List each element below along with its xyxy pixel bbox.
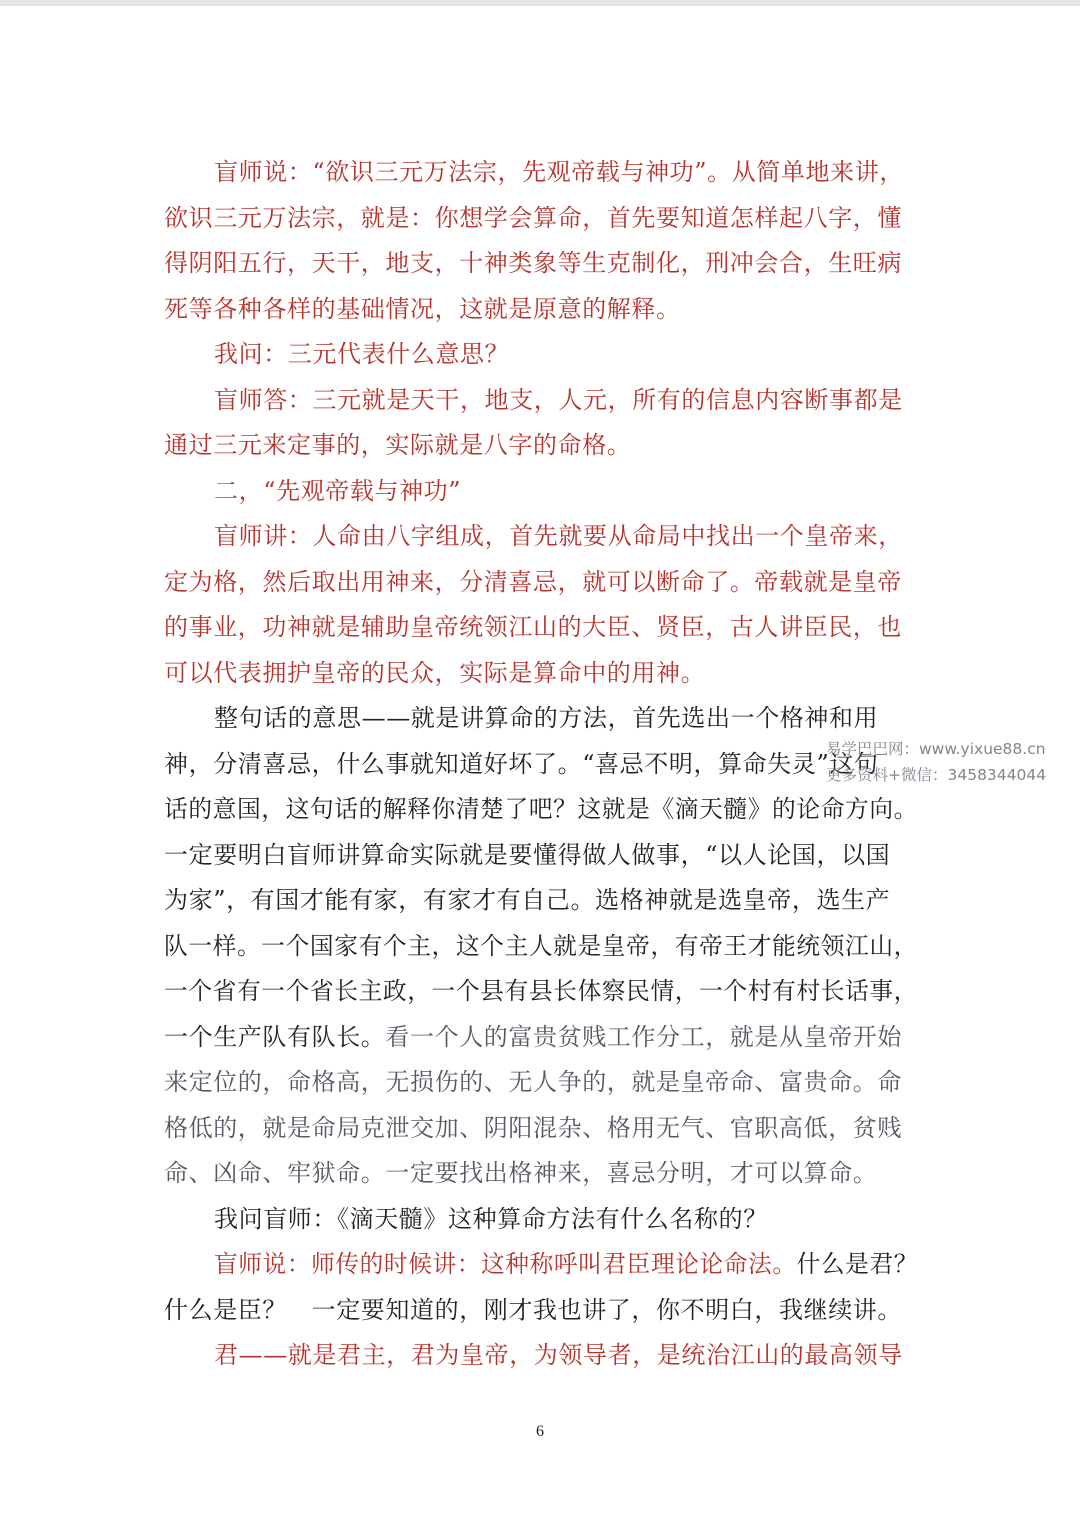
text-span: 命、凶命、牢狱命。一定要找出格神来，喜忌分明，才可以算命。 [164,1159,878,1187]
text-span: 一定要明白盲师讲算命实际就是要懂得做人做事，“以人论国，以国 [164,840,891,869]
watermark [826,736,1046,788]
section-heading [164,469,918,515]
text-line [164,605,918,651]
text-span: 看一个人的富贵贫贱工作分工，就是从皇帝开始 [385,1022,903,1051]
watermark-line: 易学巴巴网：www.yixue88.cn [826,740,1046,758]
text-line [164,196,918,242]
text-span: 神，分清喜忌，什么事就知道好坏了。“喜忌不明，算命失灵”这句 [164,749,879,778]
text-span: 来定位的，命格高，无损伤的、无人争的，就是皇帝命、富贵命。命 [164,1068,902,1096]
text-line [164,332,918,378]
text-line [164,560,918,606]
text-line [164,1288,918,1334]
text-span: 为家”，有国才能有家，有家才有自己。选格神就是选皇帝，选生产 [164,886,891,914]
text-line [164,969,918,1015]
text-span: 盲师说：“欲识三元万法宗，先观帝载与神功”。从简单地来讲， [214,158,904,186]
text-span: 可以代表拥护皇帝的民众，实际是算命中的用神。 [164,658,706,687]
text-line [164,742,918,788]
top-border [0,0,1080,6]
text-line [164,423,918,469]
text-span: 整句话的意思——就是讲算命的方法，首先选出一个格神和用 [214,704,879,732]
text-span: 一个省有一个省长主政，一个县有县长体察民情，一个村有村长话事， [164,977,918,1005]
watermark-line: 更多资料+微信：3458344044 [826,766,1047,784]
text-line [164,1015,918,1061]
text-line [164,241,918,287]
text-line [164,1197,918,1243]
text-line [164,924,918,970]
text-span: 队一样。一个国家有个主，这个主人就是皇帝，有帝王才能统领江山， [164,931,918,960]
text-line [164,378,918,424]
text-line [164,1151,918,1197]
document-body [164,150,918,1379]
text-span: 我问盲师：《滴天髓》这种算命方法有什么名称的？ [214,1204,768,1233]
text-span: 什么是君？ [796,1250,918,1278]
text-span: 得阴阳五行，天干，地支，十神类象等生克制化，刑冲会合，生旺病 [164,249,902,277]
text-line [164,1060,918,1106]
text-line [164,1242,918,1288]
text-span: 盲师说：师传的时候讲：这种称呼叫君臣理论论命法。 [214,1250,797,1278]
text-span: 死等各种各样的基础情况，这就是原意的解释。 [164,294,681,323]
text-line [164,150,918,196]
text-span: 的事业，功神就是辅助皇帝统领江山的大臣、贤臣，古人讲臣民，也 [164,613,902,641]
text-line [164,787,918,833]
text-line [164,1333,918,1379]
text-line [164,833,918,879]
text-span: 通过三元来定事的，实际就是八字的命格。 [164,431,632,459]
text-span: 什么是臣？ 一定要知道的，刚才我也讲了，你不明白，我继续讲。 [164,1295,902,1324]
text-line [164,651,918,697]
text-span: 盲师答：三元就是天干，地支，人元，所有的信息内容断事都是 [214,385,903,414]
text-span: 格低的，就是命局克泄交加、阴阳混杂、格用无气、官职高低，贫贱 [164,1113,902,1142]
text-span: 定为格，然后取出用神来，分清喜忌，就可以断命了。帝载就是皇帝 [164,567,902,596]
text-span: 欲识三元万法宗，就是：你想学会算命，首先要知道怎样起八字，懂 [164,203,902,232]
text-line [164,1106,918,1152]
text-span: 君——就是君主，君为皇帝，为领导者，是统治江山的最高领导 [214,1341,903,1369]
text-line [164,696,918,742]
text-line [164,287,918,333]
text-span: 一个生产队有队长。 [164,1022,386,1051]
text-span: 话的意国，这句话的解释你清楚了吧？这就是《滴天髓》的论命方向。 [164,795,918,823]
page-number: 6 [536,1423,544,1440]
text-span: 盲师讲：人命由八字组成，首先就要从命局中找出一个皇帝来， [214,522,903,550]
text-line [164,514,918,560]
text-span: 我问：三元代表什么意思？ [214,340,510,368]
text-line [164,878,918,924]
text-span: 二，“先观帝载与神功” [214,476,462,505]
